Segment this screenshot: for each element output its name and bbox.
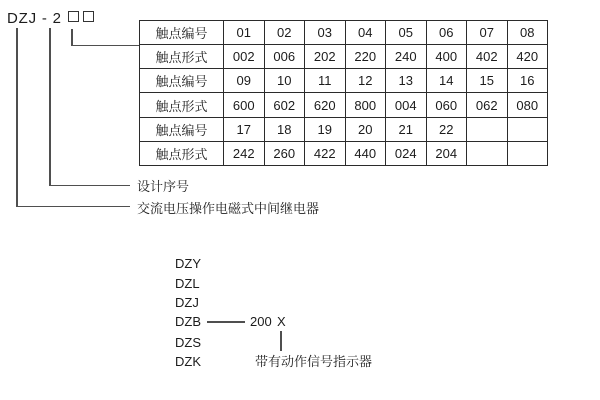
table-cell: 07 xyxy=(467,21,508,45)
row-label-cell: 触点形式 xyxy=(140,141,224,165)
table-row xyxy=(140,117,548,141)
indicator-pointer-line xyxy=(280,331,282,351)
table-cell: 14 xyxy=(426,69,467,93)
table-cell: 19 xyxy=(305,117,346,141)
model-code xyxy=(7,10,94,27)
leader-line-serial-horizontal xyxy=(49,185,130,187)
table-cell: 202 xyxy=(305,45,346,69)
table-row xyxy=(140,93,548,117)
table-cell: 16 xyxy=(507,69,548,93)
table-cell: 220 xyxy=(345,45,386,69)
relay-type-label: 交流电压操作电磁式中间继电器 xyxy=(137,201,320,216)
table-cell: 242 xyxy=(224,141,265,165)
table-cell: 602 xyxy=(264,93,305,117)
table-cell: 06 xyxy=(426,21,467,45)
table-cell: 422 xyxy=(305,141,346,165)
row-label-cell: 触点编号 xyxy=(140,117,224,141)
table-cell xyxy=(507,117,548,141)
indicator-label: 带有动作信号指示器 xyxy=(255,354,373,369)
dzb-variant: X xyxy=(277,314,286,329)
table-cell: 20 xyxy=(345,117,386,141)
table-cell: 03 xyxy=(305,21,346,45)
table-cell: 02 xyxy=(264,21,305,45)
table-cell: 600 xyxy=(224,93,265,117)
placeholder-box-icon xyxy=(68,11,79,22)
table-cell: 440 xyxy=(345,141,386,165)
table-cell: 204 xyxy=(426,141,467,165)
table-cell: 060 xyxy=(426,93,467,117)
placeholder-box-icon xyxy=(83,11,94,22)
table-cell: 15 xyxy=(467,69,508,93)
table-row xyxy=(140,45,548,69)
model-item-dzy: DZY xyxy=(175,256,201,271)
table-cell: 11 xyxy=(305,69,346,93)
table-cell: 10 xyxy=(264,69,305,93)
table-row xyxy=(140,141,548,165)
leader-line-type-horizontal xyxy=(16,206,130,208)
table-cell: 18 xyxy=(264,117,305,141)
model-item-dzl: DZL xyxy=(175,276,200,291)
table-cell: 12 xyxy=(345,69,386,93)
table-cell: 09 xyxy=(224,69,265,93)
leader-line-table-horizontal xyxy=(71,45,139,47)
table-cell: 800 xyxy=(345,93,386,117)
table-cell: 004 xyxy=(386,93,427,117)
leader-line-type-vertical xyxy=(16,28,18,207)
leader-line-table-vertical xyxy=(71,29,73,46)
table-cell: 024 xyxy=(386,141,427,165)
table-cell: 420 xyxy=(507,45,548,69)
model-item-dzk: DZK xyxy=(175,354,201,369)
table-cell: 006 xyxy=(264,45,305,69)
table-cell: 620 xyxy=(305,93,346,117)
table-row xyxy=(140,69,548,93)
row-label-cell: 触点形式 xyxy=(140,93,224,117)
row-label-cell: 触点形式 xyxy=(140,45,224,69)
table-cell: 402 xyxy=(467,45,508,69)
model-item-dzs: DZS xyxy=(175,335,201,350)
table-row xyxy=(140,21,548,45)
dzb-dash-line xyxy=(207,321,245,323)
table-cell: 01 xyxy=(224,21,265,45)
table-cell: 21 xyxy=(386,117,427,141)
dzb-value: 200 xyxy=(250,314,272,329)
table-cell: 240 xyxy=(386,45,427,69)
row-label-cell: 触点编号 xyxy=(140,69,224,93)
table-cell: 080 xyxy=(507,93,548,117)
model-code-text: DZJ - 2 xyxy=(7,10,62,27)
table-cell: 062 xyxy=(467,93,508,117)
design-serial-label: 设计序号 xyxy=(137,179,190,194)
table-cell: 22 xyxy=(426,117,467,141)
table-cell: 400 xyxy=(426,45,467,69)
leader-line-serial-vertical xyxy=(49,28,51,186)
table-cell: 05 xyxy=(386,21,427,45)
contact-spec-table xyxy=(139,20,548,166)
table-cell: 08 xyxy=(507,21,548,45)
table-cell: 04 xyxy=(345,21,386,45)
table-cell xyxy=(507,141,548,165)
table-cell: 002 xyxy=(224,45,265,69)
table-cell: 260 xyxy=(264,141,305,165)
table-cell xyxy=(467,117,508,141)
row-label-cell: 触点编号 xyxy=(140,21,224,45)
table-cell: 13 xyxy=(386,69,427,93)
table-cell: 17 xyxy=(224,117,265,141)
table-cell xyxy=(467,141,508,165)
model-item-dzb: DZB xyxy=(175,314,201,329)
model-item-dzj: DZJ xyxy=(175,295,199,310)
